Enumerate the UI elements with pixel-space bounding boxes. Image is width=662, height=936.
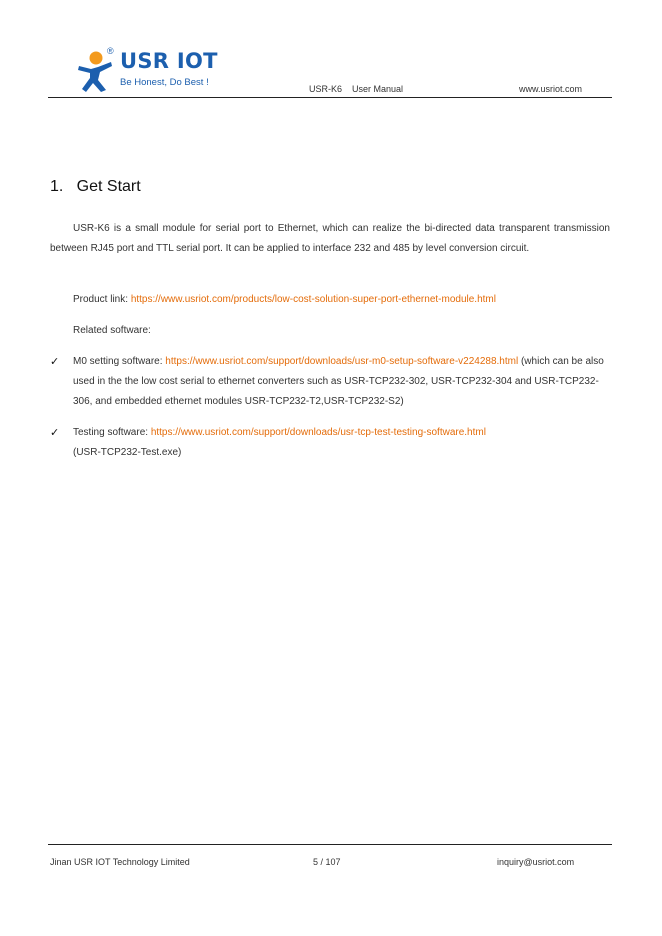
registered-mark: ®: [107, 46, 114, 56]
m0-setting-note: (which can be also used in the the low cost serial to ethernet converters such as USR-TCP232-302, USR-TCP232-304 and USR-TCP232-306, and embedded ethernet modules USR-TCP232-T2,USR-TCP232-S2): [73, 356, 604, 407]
m0-setting-label: M0 setting software:: [73, 356, 166, 367]
header-document-title: USR-K6 User Manual: [309, 84, 404, 94]
testing-software-label: Testing software:: [73, 427, 151, 438]
checkmark-icon: ✓: [50, 356, 60, 368]
company-logo: [76, 46, 216, 94]
testing-software-note: (USR-TCP232-Test.exe): [73, 447, 182, 458]
footer-divider: [48, 844, 612, 845]
product-link-label: Product link:: [73, 294, 131, 305]
related-software-label: Related software:: [73, 325, 151, 336]
logo-brand-text: USR IOT: [120, 49, 218, 73]
testing-software-link[interactable]: https://www.usriot.com/support/downloads/usr-tcp-test-testing-software.html: [150, 427, 486, 438]
list-item-m0-setting: [73, 352, 613, 412]
product-link[interactable]: https://www.usriot.com/products/low-cost-solution-super-port-ethernet-module.html: [130, 294, 496, 305]
usr-iot-figure-icon: [76, 50, 116, 94]
section-heading: 1. Get Start: [50, 178, 141, 195]
intro-paragraph: USR-K6 is a small module for serial port to Ethernet, which can realize the bi-directed data transparent transmission between RJ45 port and TTL serial port. It can be applied to interface 232 and 485 by level conversion circuit.: [50, 223, 610, 254]
footer-company: Jinan USR IOT Technology Limited: [50, 857, 190, 867]
checkmark-icon: ✓: [50, 427, 60, 439]
footer-email[interactable]: inquiry@usriot.com: [497, 857, 575, 867]
logo-tagline: Be Honest, Do Best !: [120, 77, 209, 88]
product-link-line: [73, 290, 496, 310]
m0-setting-link[interactable]: https://www.usriot.com/support/downloads/usr-m0-setup-software-v224288.html: [165, 356, 519, 367]
header-website[interactable]: www.usriot.com: [519, 84, 583, 94]
page-number: 5 / 107: [313, 857, 341, 867]
header-divider: [48, 97, 612, 98]
list-item-testing-software: [73, 423, 613, 463]
